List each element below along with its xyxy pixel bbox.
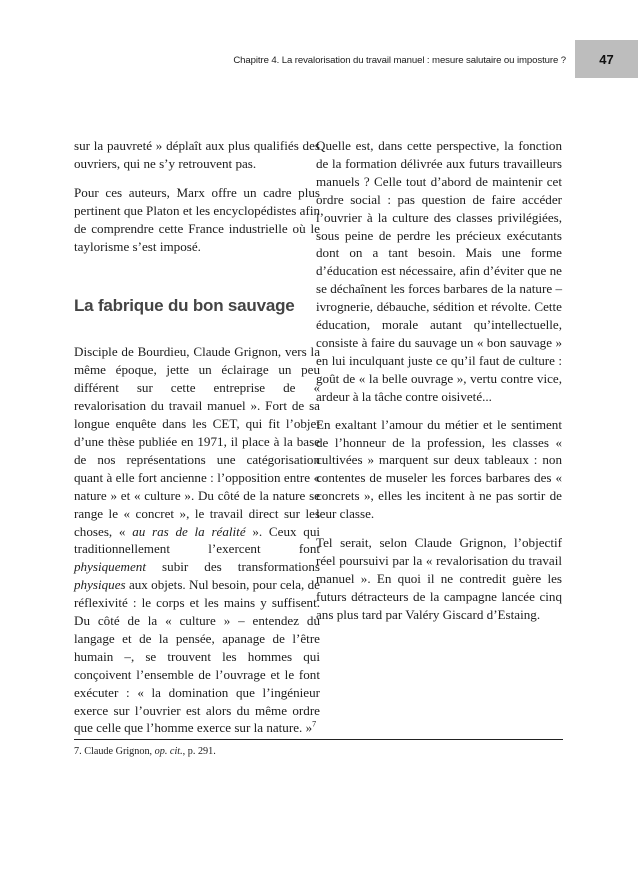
- footnote-text: , p. 291.: [182, 746, 216, 757]
- footnote: [74, 745, 563, 758]
- right-column: [316, 137, 562, 635]
- italic-word: physiquement: [74, 559, 146, 575]
- footnote-reference[interactable]: 7: [312, 720, 317, 730]
- text-span: subir des transformations: [146, 559, 320, 575]
- text-span: aux objets. Nul besoin, pour cela, de réflexivité : le corps et les mains y suffisent. Du côté de la « culture » – entendez du langage et de la pensée, apanage de l’être humain –, se trouvent les hommes qui conçoivent l’ensemble de l’ouvrage et le font exécuter : « la domination que l’ingénieur exerce sur l’ouvrier est alors du même ordre que celle que l’homme exerce sur la nature. »: [74, 577, 320, 736]
- chapter-title: Chapitre 4. La revalorisation du travail manuel : mesure salutaire ou imposture ?: [233, 55, 566, 66]
- left-paragraph-2: Pour ces auteurs, Marx offre un cadre plus pertinent que Platon et les encyclopédistes afin de comprendre cette France industrielle où le taylorisme s’est imposé.: [74, 184, 320, 254]
- page-number: 47: [575, 40, 638, 78]
- italic-word: physiques: [74, 577, 126, 593]
- section-heading: La fabrique du bon sauvage: [74, 296, 295, 316]
- text-span: ». Ceux qui traditionnellement l’exercent font: [74, 523, 321, 557]
- italic-phrase: au ras de la réalité: [132, 523, 246, 539]
- footnote-text: 7. Claude Grignon,: [74, 746, 155, 757]
- right-paragraph-1: Quelle est, dans cette perspective, la fonction de la formation délivrée aux futurs travailleurs manuels ? Celle tout d’abord de maintenir cet ordre social : pas question de faire accéder l’ouvrier à la culture des classes privilégiées, sous peine de perdre les précieux exécutants dont on a tant besoin. Mais une forme d’éducation est nécessaire, afin d’éviter que ne se déchaînent les forces barbares de la nature – ivrognerie, débauche, sédition et révolte. Cette éducation, morale autant qu’intellectuelle, consiste à faire du sauvage un « bon sauvage » en lui inculquant juste ce qu’il faut de culture : goût de « la belle ouvrage », vertu contre vice, ardeur à la tâche contre oisiveté...: [316, 138, 562, 404]
- left-paragraph-1: sur la pauvreté » déplaît aux plus qualifiés des ouvriers, qui ne s’y retrouvent pas.: [74, 138, 320, 171]
- footnote-divider: [74, 739, 563, 740]
- right-paragraph-2: En exaltant l’amour du métier et le sentiment de l’honneur de la profession, les classes « cultivées » marquent sur deux tableaux : non contentes de museler les forces barbares des « concrets », elles les incitent à ne pas sortir de leur classe.: [316, 416, 562, 522]
- left-column: [74, 137, 320, 748]
- left-paragraph-3: [74, 343, 320, 737]
- footnote-italic: op. cit.: [154, 746, 183, 757]
- text-span: Disciple de Bourdieu, Claude Grignon, vers la même époque, jette un éclairage un peu différent sur cette entreprise de « revalorisation du travail manuel ». Fort de sa longue enquête dans les CET, qui fit l’objet d’une thèse publiée en 1971, il place à la base de nos représentations une catégorisation quant à elle fort ancienne : l’opposition entre « nature » et « culture ». Du côté de la nature se range le « concret », le travail direct sur les choses, «: [74, 344, 320, 539]
- right-paragraph-3: Tel serait, selon Claude Grignon, l’objectif réel poursuivi par la « revalorisation du travail manuel ». En quoi il ne contredit guère les futurs détracteurs de la campagne lancée cinq ans plus tard par Valéry Giscard d’Estaing.: [316, 535, 562, 622]
- running-header: [0, 40, 638, 78]
